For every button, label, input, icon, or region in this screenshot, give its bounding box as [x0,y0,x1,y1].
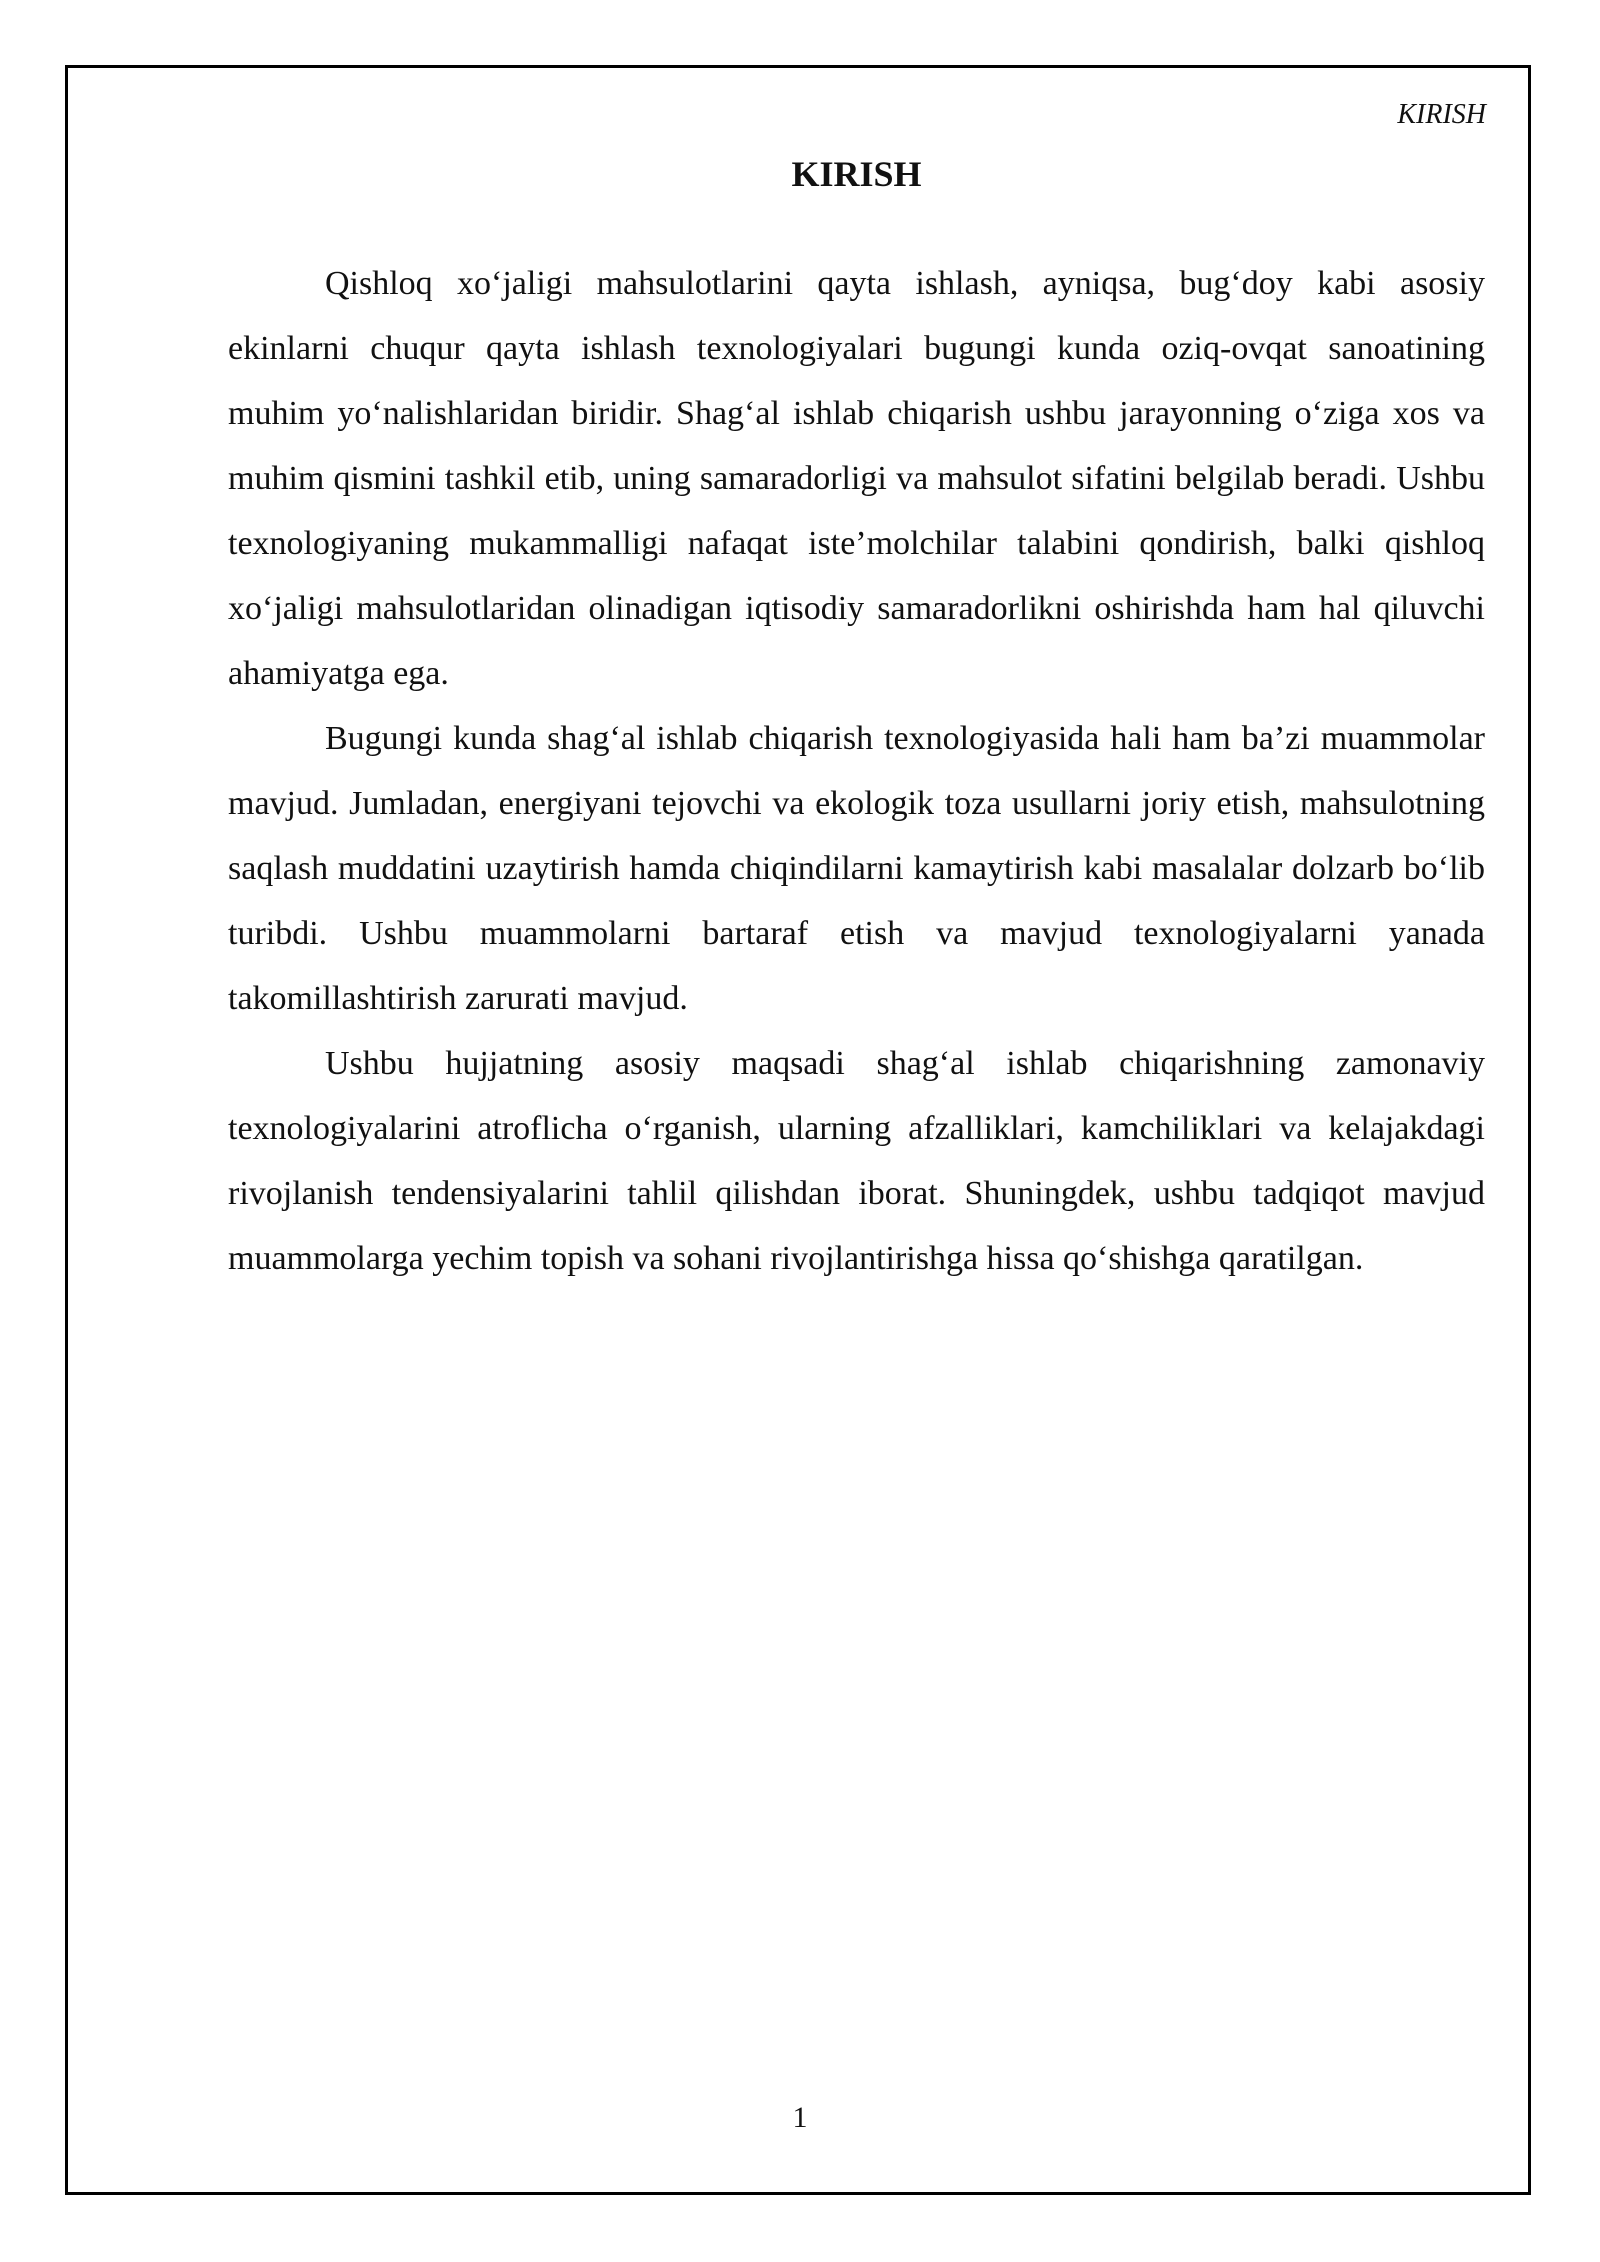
paragraph-1: Qishloq xo‘jaligi mahsulotlarini qayta ishlash, ayniqsa, bug‘doy kabi asosiy ekinlarni chuqur qayta ishlash texnologiyalari bugungi kunda oziq-ovqat sanoatining muhim yo‘nalishlaridan biridir. Shag‘al ishlab chiqarish ushbu jarayonning o‘ziga xos va muhim qismini tashkil etib, uning samaradorligi va mahsulot sifatini belgilab beradi. Ushbu texnologiyaning mukammalligi nafaqat iste’molchilar talabini qondirish, balki qishloq xo‘jaligi mahsulotlaridan olinadigan iqtisodiy samaradorlikni oshirishda ham hal qiluvchi ahamiyatga ega. [228,265,1485,692]
paragraph-2: Bugungi kunda shag‘al ishlab chiqarish texnologiyasida hali ham ba’zi muammolar mavjud. Jumladan, energiyani tejovchi va ekologik toza usullarni joriy etish, mahsulotning saqlash muddatini uzaytirish hamda chiqindilarni kamaytirish kabi masalalar dolzarb bo‘lib turibdi. Ushbu muammolarni bartaraf etish va mavjud texnologiyalarni yanada takomillashtirish zarurati mavjud. [228,720,1485,1017]
paragraph-3: Ushbu hujjatning asosiy maqsadi shag‘al ishlab chiqarishning zamonaviy texnologiyalarini atroflicha o‘rganish, ularning afzalliklari, kamchiliklari va kelajakdagi rivojlanish tendensiyalarini tahlil qilishdan iborat. Shuningdek, ushbu tadqiqot mavjud muammolarga yechim topish va sohani rivojlantirishga hissa qo‘shishga qaratilgan. [228,1045,1485,1277]
running-header: KIRISH [1397,99,1486,130]
body-text [228,251,1485,1291]
page-number: 1 [792,2101,808,2134]
page-title: KIRISH [791,154,922,194]
